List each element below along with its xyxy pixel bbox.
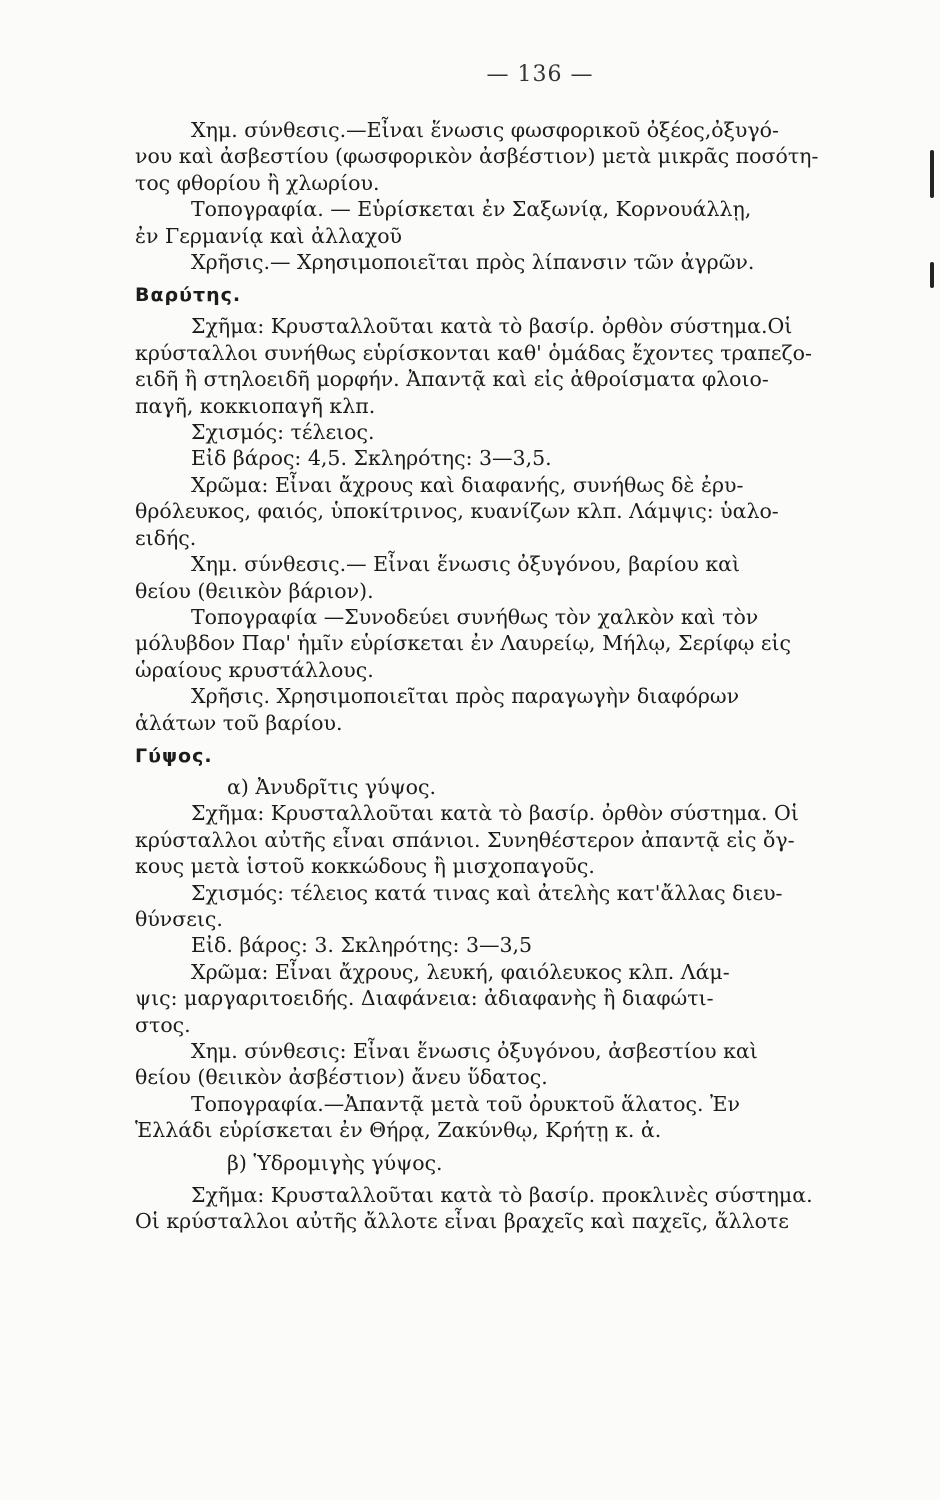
text-line: Εἰδ βάρος: 4,5. Σκληρότης: 3—3,5.: [191, 446, 552, 471]
page-number: — 136 —: [486, 62, 594, 87]
margin-mark: [930, 262, 934, 288]
text-line: ειδῆ ἢ στηλοειδῆ μορφήν. Ἀπαντᾷ καὶ εἰς ἀθροίσματα φλοιο-: [135, 367, 769, 392]
text-line: Εἰδ. βάρος: 3. Σκληρότης: 3—3,5: [191, 933, 533, 958]
text-line: ειδής.: [135, 525, 197, 550]
text-line: Ἑλλάδι εὑρίσκεται ἐν Θήρᾳ, Ζακύνθῳ, Κρήτῃ κ. ἀ.: [135, 1118, 662, 1143]
margin-mark: [930, 150, 934, 198]
text-line: ψις: μαργαριτοειδής. Διαφάνεια: ἀδιαφανὴς ἢ διαφώτι-: [135, 986, 714, 1011]
text-line: Σχῆμα: Κρυσταλλοῦται κατὰ τὸ βασίρ. προκλινὲς σύστημα.: [191, 1183, 813, 1208]
text-line: παγῆ, κοκκιοπαγῆ κλπ.: [135, 393, 376, 418]
text-line: Χημ. σύνθεσις.—Εἶναι ἕνωσις φωσφορικοῦ ὀξέος,ὀξυγό-: [191, 118, 779, 142]
text-line: θείου (θειικὸν ἀσβέστιον) ἄνευ ὕδατος.: [135, 1065, 548, 1090]
text-line: Οἱ κρύσταλλοι αὐτῆς ἄλλοτε εἶναι βραχεῖς καὶ παχεῖς, ἄλλοτε: [135, 1209, 789, 1234]
text-line: θρόλευκος, φαιός, ὑποκίτρινος, κυανίζων κλπ. Λάμψις: ὑαλο-: [135, 499, 779, 524]
text-line: Χρῶμα: Εἶναι ἄχρους καὶ διαφανής, συνήθως δὲ ἐρυ-: [191, 472, 744, 497]
text-line: Σχισμός: τέλειος.: [191, 420, 375, 445]
text-line: μόλυβδον Παρ' ἡμῖν εὑρίσκεται ἐν Λαυρείῳ, Μήλῳ, Σερίφῳ εἰς: [135, 631, 792, 656]
text-line: Χρῆσις. Χρησιμοποιεῖται πρὸς παραγωγὴν διαφόρων: [191, 684, 740, 709]
section-heading-baryte: Βαρύτης.: [135, 284, 242, 307]
text-body: [135, 117, 885, 1235]
text-line: Σχῆμα: Κρυσταλλοῦται κατὰ τὸ βασίρ. ὀρθὸν σύστημα.Οἱ: [191, 314, 793, 339]
text-line: Σχῆμα: Κρυσταλλοῦται κατὰ τὸ βασίρ. ὀρθὸν σύστημα. Οἱ: [191, 801, 799, 826]
text-line: κους μετὰ ἱστοῦ κοκκώδους ἢ μισχοπαγοῦς.: [135, 854, 595, 879]
text-line: ἁλάτων τοῦ βαρίου.: [135, 710, 343, 735]
text-line: στος.: [135, 1012, 191, 1037]
text-line: Χημ. σύνθεσις.— Εἶναι ἕνωσις ὀξυγόνου, βαρίου καὶ: [191, 552, 741, 577]
text-line: Τοπογραφία —Συνοδεύει συνήθως τὸν χαλκὸν καὶ τὸν: [191, 604, 759, 629]
section-heading-gypsum: Γύψος.: [135, 744, 213, 767]
text-line: Χρῶμα: Εἶναι ἄχρους, λευκή, φαιόλευκος κλπ. Λάμ-: [191, 959, 730, 984]
text-line: κρύσταλλοι συνήθως εὑρίσκονται καθ' ὁμάδας ἔχοντες τραπεζο-: [135, 340, 812, 365]
text-line: ὡραίους κρυστάλλους.: [135, 657, 374, 682]
text-line: κρύσταλλοι αὐτῆς εἶναι σπάνιοι. Συνηθέστερον ἀπαντᾷ εἰς ὄγ-: [135, 827, 795, 852]
text-line: Τοπογραφία. — Εὑρίσκεται ἐν Σαξωνίᾳ, Κορνουάλλῃ,: [191, 197, 752, 222]
text-line: τος φθορίου ἢ χλωρίου.: [135, 170, 380, 195]
text-line: θύνσεις.: [135, 906, 223, 931]
subsection-heading: β) Ὑδρομιγὴς γύψος.: [227, 1150, 443, 1175]
text-line: Τοπογραφία.—Ἀπαντᾷ μετὰ τοῦ ὀρυκτοῦ ἅλατος. Ἐν: [191, 1091, 740, 1116]
text-line: Χρῆσις.— Χρησιμοποιεῖται πρὸς λίπανσιν τῶν ἀγρῶν.: [191, 250, 755, 275]
text-line: Σχισμός: τέλειος κατά τινας καὶ ἀτελὴς κατ'ἄλλας διευ-: [191, 880, 783, 905]
text-line: θείου (θειικὸν βάριον).: [135, 578, 374, 603]
text-line: Χημ. σύνθεσις: Εἶναι ἕνωσις ὀξυγόνου, ἀσβεστίου καὶ: [191, 1039, 758, 1063]
text-line: νου καὶ ἀσβεστίου (φωσφορικὸν ἀσβέστιον) μετὰ μικρᾶς ποσότη-: [135, 144, 819, 169]
subsection-heading: α) Ἀνυδρῖτις γύψος.: [227, 774, 437, 799]
text-line: ἐν Γερμανίᾳ καὶ ἀλλαχοῦ: [135, 223, 403, 248]
